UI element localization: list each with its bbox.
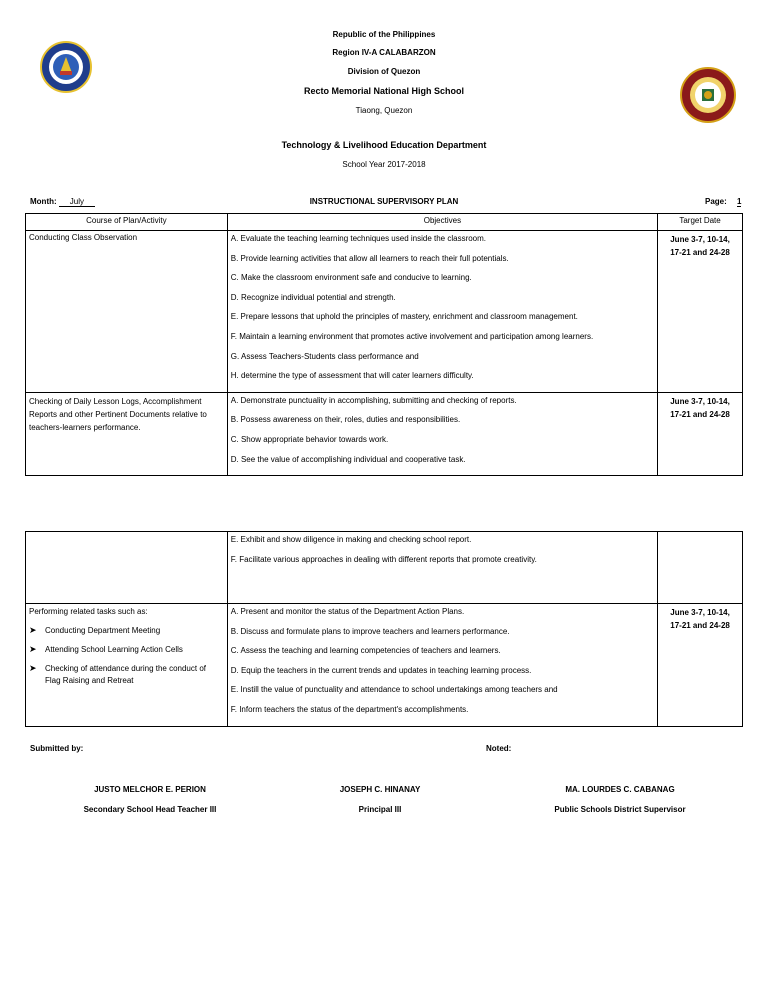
header-line3: Division of Quezon bbox=[347, 67, 421, 76]
objective-item: F. Maintain a learning environment that promotes active involvement and participation among learners. bbox=[230, 331, 594, 341]
arrow-bullet-icon: ➤ bbox=[29, 644, 37, 654]
objective-item: F. Facilitate various approaches in dealing with different reports that promote creativity. bbox=[230, 554, 537, 564]
target-date-line: 17-21 and 24-28 bbox=[670, 621, 730, 630]
table-row bbox=[26, 392, 743, 475]
school-year: School Year 2017-2018 bbox=[342, 160, 426, 169]
col-header-target-date: Target Date bbox=[658, 214, 743, 231]
task-item bbox=[29, 644, 224, 656]
objective-item: D. See the value of accomplishing individual and cooperative task. bbox=[230, 454, 466, 464]
header-line2: Region IV-A CALABARZON bbox=[332, 48, 436, 57]
target-date-line: June 3-7, 10-14, bbox=[670, 235, 730, 244]
task-item bbox=[29, 663, 224, 687]
signatory-2-name: JOSEPH C. HINANAY bbox=[339, 785, 421, 794]
objective-item: E. Prepare lessons that uphold the principles of mastery, enrichment and classroom management. bbox=[230, 312, 578, 322]
plan-title: INSTRUCTIONAL SUPERVISORY PLAN bbox=[309, 197, 459, 206]
objective-item: C. Make the classroom environment safe and conducive to learning. bbox=[230, 273, 472, 283]
objectives-cell bbox=[227, 392, 657, 475]
target-date-line: 17-21 and 24-28 bbox=[670, 248, 730, 257]
activity-cell: Conducting Class Observation bbox=[26, 231, 228, 393]
signatory-3-name: MA. LOURDES C. CABANAG bbox=[565, 785, 675, 794]
school-location: Tiaong, Quezon bbox=[355, 106, 413, 115]
target-date-line: June 3-7, 10-14, bbox=[670, 608, 730, 617]
task-text: Conducting Department Meeting bbox=[45, 626, 161, 635]
signatory-2-title: Principal III bbox=[358, 805, 402, 814]
page-field bbox=[705, 197, 741, 207]
task-item bbox=[29, 625, 224, 637]
target-date-cell bbox=[658, 604, 743, 727]
table-row bbox=[26, 604, 743, 727]
plan-table-1 bbox=[25, 213, 743, 476]
objective-item: D. Equip the teachers in the current trends and updates in teaching learning process. bbox=[230, 665, 532, 675]
activity-cell bbox=[26, 532, 228, 604]
objective-item: A. Present and monitor the status of the Department Action Plans. bbox=[230, 607, 465, 616]
target-date-cell bbox=[658, 532, 743, 604]
objective-item: B. Discuss and formulate plans to improve teachers and learners performance. bbox=[230, 626, 510, 636]
objective-item: E. Exhibit and show diligence in making and checking school report. bbox=[230, 535, 472, 544]
department-name: Technology & Livelihood Education Department bbox=[281, 140, 487, 150]
signatory-3-title: Public Schools District Supervisor bbox=[554, 805, 686, 814]
signatory-1-name: JUSTO MELCHOR E. PERION bbox=[94, 785, 206, 794]
arrow-bullet-icon: ➤ bbox=[29, 663, 37, 673]
objectives-cell bbox=[227, 604, 657, 727]
col-header-objectives: Objectives bbox=[227, 214, 657, 231]
objectives-cell bbox=[227, 532, 657, 604]
noted-label: Noted: bbox=[486, 744, 512, 753]
objective-item: C. Assess the teaching and learning competencies of teachers and learners. bbox=[230, 646, 501, 656]
objective-item: A. Evaluate the teaching learning techniques used inside the classroom. bbox=[230, 234, 487, 243]
table-header-row bbox=[26, 214, 743, 231]
target-date-line: June 3-7, 10-14, bbox=[670, 396, 730, 406]
objective-item: B. Possess awareness on their, roles, duties and responsibilities. bbox=[230, 415, 461, 425]
activity-title: Performing related tasks such as: bbox=[29, 607, 148, 616]
objective-item: D. Recognize individual potential and strength. bbox=[230, 292, 396, 302]
task-text: Checking of attendance during the conduct of Flag Raising and Retreat bbox=[45, 664, 206, 685]
col-header-activity: Course of Plan/Activity bbox=[26, 214, 228, 231]
month-label: Month: bbox=[30, 197, 57, 206]
objective-item: F. Inform teachers the status of the department's accomplishments. bbox=[230, 704, 469, 714]
header-line1: Republic of the Philippines bbox=[332, 30, 436, 39]
objectives-cell bbox=[227, 231, 657, 393]
page-value: 1 bbox=[737, 197, 742, 206]
activity-cell: Checking of Daily Lesson Logs, Accomplishment Reports and other Pertinent Documents relative to teachers-learners performance. bbox=[26, 392, 228, 475]
objective-item: E. Instill the value of punctuality and attendance to school undertakings among teachers and bbox=[230, 685, 558, 695]
objective-item: C. Show appropriate behavior towards work. bbox=[230, 434, 389, 444]
activity-cell bbox=[26, 604, 228, 727]
arrow-bullet-icon: ➤ bbox=[29, 625, 37, 635]
submitted-by-label: Submitted by: bbox=[30, 744, 84, 753]
target-date-cell bbox=[658, 392, 743, 475]
target-date-cell bbox=[658, 231, 743, 393]
table-row bbox=[26, 231, 743, 393]
month-value: July bbox=[59, 197, 95, 207]
objective-item: H. determine the type of assessment that will cater learners difficulty. bbox=[230, 371, 474, 381]
signatory-1-title: Secondary School Head Teacher III bbox=[83, 805, 217, 814]
page-label: Page: bbox=[705, 197, 727, 206]
objective-item: G. Assess Teachers-Students class performance and bbox=[230, 351, 419, 361]
target-date-line: 17-21 and 24-28 bbox=[670, 409, 730, 419]
table-row bbox=[26, 532, 743, 604]
plan-table-2 bbox=[25, 531, 743, 727]
school-name: Recto Memorial National High School bbox=[303, 86, 465, 96]
objective-item: A. Demonstrate punctuality in accomplishing, submitting and checking of reports. bbox=[230, 395, 517, 405]
objective-item: B. Provide learning activities that allow all learners to reach their full potentials. bbox=[230, 253, 509, 263]
task-text: Attending School Learning Action Cells bbox=[45, 645, 183, 654]
